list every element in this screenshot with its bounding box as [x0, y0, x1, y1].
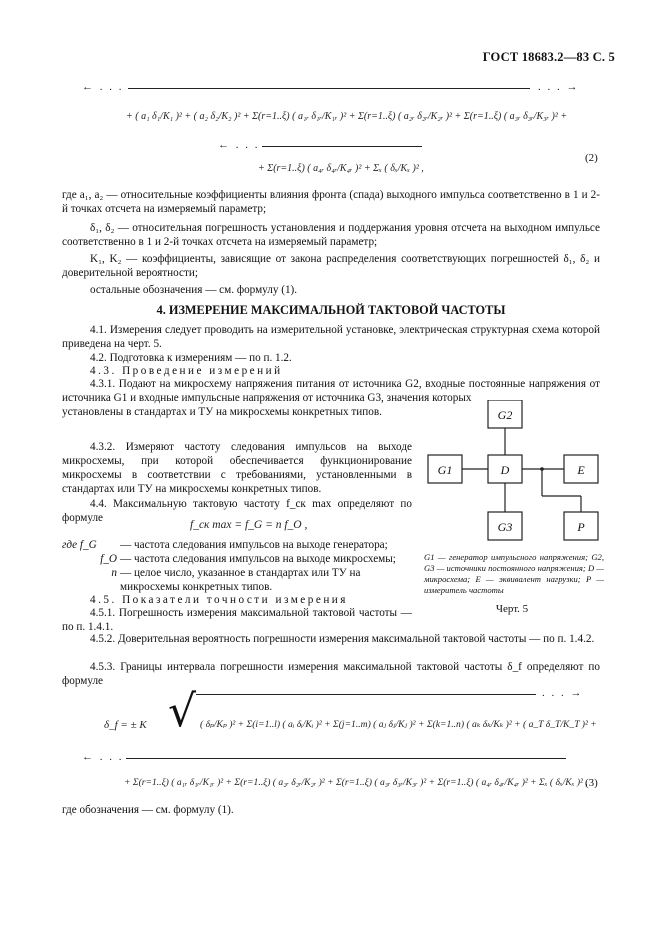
paragraph-4-2: 4.2. Подготовка к измерениям — по п. 1.2.	[90, 352, 292, 364]
legend-symbol: n	[111, 567, 117, 579]
section-title: 4. ИЗМЕРЕНИЕ МАКСИМАЛЬНОЙ ТАКТОВОЙ ЧАСТОТЫ	[156, 303, 506, 317]
legend-row	[62, 566, 412, 594]
block-label-g1: G1	[437, 463, 453, 477]
paragraph-4-1: 4.1. Измерения следует проводить на измерительной установке, электрическая структурная схема которой приведена на черт. 5.	[62, 324, 600, 350]
formula-2-line-2: + Σ(r=1..ξ) ( a₄ᵣ δ₄ᵣ/K₄ᵣ )² + Σₓ ( δₓ/Kₓ )² ,	[258, 163, 424, 174]
block-label-p: P	[577, 520, 585, 534]
paragraph-4-3-1-rest: установлены в стандартах и ТУ на микросхемы конкретных типов.	[62, 406, 382, 418]
formula-4-4: f_ск max = f_G = n f_O ,	[190, 519, 308, 531]
paragraph-4-5-3: 4.5.3. Границы интервала погрешности измерения максимальной тактовой частоты δ_f определяют по формуле	[62, 661, 600, 687]
formula-root-bar-2	[262, 146, 422, 147]
definition-k: K₁, K₂ — коэффициенты, зависящие от закона распределения соответствующих погрешностей δ₁, δ₂ и доверительной вероятности;	[62, 253, 600, 279]
block-label-e: E	[577, 463, 585, 477]
legend-text: — целое число, указанное в стандартах или ТУ на микросхемы конкретных типов.	[120, 567, 361, 593]
legend-text: — частота следования импульсов на выходе генератора;	[120, 539, 388, 551]
paragraph-4-3: 4.3. Проведение измерений	[90, 365, 283, 377]
continuation-left-arrow: ← . . .	[82, 81, 124, 93]
formula-3-root-bar	[196, 694, 536, 695]
legend-symbol: f_O	[100, 553, 117, 565]
formula-3-lead: δ_f = ± K	[104, 719, 147, 731]
legend-text: — частота следования импульсов на выходе микросхемы;	[120, 553, 396, 565]
page-header: ГОСТ 18683.2—83 С. 5	[482, 50, 615, 64]
legend-symbol: где f_G	[62, 539, 97, 551]
definition-other: остальные обозначения — см. формулу (1).	[90, 284, 298, 296]
equation-number-2: (2)	[585, 152, 598, 164]
formula-3-cont-right: . . . →	[542, 687, 584, 699]
paragraph-4-3-2: 4.3.2. Измеряют частоту следования импульсов на выходе микросхемы, при которой обеспечивается функционирование микросхемы в соответствии с требованиями, установленными в стандартах или ТУ на микросхемы конкретных типов.	[62, 441, 412, 495]
continuation-left-arrow-2: ← . . .	[218, 139, 260, 151]
legend-row	[62, 538, 412, 552]
definition-delta: δ₁, δ₂ — относительная погрешность установления и поддержания уровня отсчета на выходном импульсе соответственно в 1 и 2-й точках отсчета на измеряемый параметр;	[62, 222, 600, 248]
formula-root-bar	[128, 88, 530, 89]
legend-4-4	[62, 538, 412, 594]
paragraph-4-4: 4.4. Максимальную тактовую частоту f_ск max определяют по формуле	[62, 498, 412, 524]
block-label-d: D	[500, 463, 510, 477]
figure-caption: G1 — генератор импульсного напряжения; G2, G3 — источники постоянного напряжения; D — микросхема; E — эквивалент нагрузки; P — измеритель частоты	[424, 552, 604, 595]
block-label-g3: G3	[497, 520, 513, 534]
formula-2-line-1: + ( a₁ δ₁/K₁ )² + ( a₂ δ₂/K₂ )² + Σ(r=1..ξ) ( a₁ᵣ δ₁ᵣ/K₁ᵣ )² + Σ(r=1..ξ) ( a₂ᵣ δ₂ᵣ/K₂ᵣ )² + Σ(r=1..ξ) ( a₃ᵣ δ₃ᵣ/K₃ᵣ )² +	[126, 111, 568, 122]
formula-3-line-1: ( δₚ/Kₚ )² + Σ(i=1..l) ( aᵢ δᵢ/Kᵢ )² + Σ(j=1..m) ( aⱼ δⱼ/Kⱼ )² + Σ(k=1..n) ( aₖ δₖ/Kₖ )² + ( a_T δ_T/K_T )² +	[200, 719, 597, 730]
paragraph-4-3-1: 4.3.1. Подают на микросхему напряжения питания от источника G2, входные постоянные напряжения от источника G1 и входные импульсные напряжения от источника G3, значения которых	[62, 378, 600, 404]
paragraph-4-5-2: 4.5.2. Доверительная вероятность погрешности измерения максимальной тактовой частоты — по п. 1.4.2.	[90, 633, 595, 645]
formula-3-cont-left: ← . . .	[82, 751, 124, 763]
paragraph-4-5: 4.5. Показатели точности измерения	[90, 594, 348, 606]
legend-row	[62, 552, 412, 566]
continuation-right-arrow: . . . →	[538, 81, 580, 93]
formula-3-line-2: + Σ(r=1..ξ) ( a₁ᵣ δ₁ᵣ/K₁ᵣ )² + Σ(r=1..ξ) ( a₂ᵣ δ₂ᵣ/K₂ᵣ )² + Σ(r=1..ξ) ( a₃ᵣ δ₃ᵣ/K₃ᵣ )² + Σ(r=1..ξ) ( a₄ᵣ δ₄ᵣ/K₄ᵣ )² + Σₓ ( δₓ/Kₓ )² ,	[124, 777, 588, 788]
definition-a: где a₁, a₂ — относительные коэффициенты влияния фронта (спада) выходного импульса соответственно в 1 и 2-й точках отсчета на измеряемый параметр;	[62, 189, 600, 215]
final-note: где обозначения — см. формулу (1).	[62, 804, 234, 816]
formula-3-root-bar-2	[126, 758, 566, 759]
radical-sign: √	[168, 686, 197, 737]
figure-label: Черт. 5	[495, 603, 529, 615]
paragraph-4-5-1: 4.5.1. Погрешность измерения максимальной тактовой частоты — по п. 1.4.1.	[62, 607, 412, 633]
block-label-g2: G2	[497, 408, 513, 422]
equation-number-3: (3)	[585, 777, 598, 789]
